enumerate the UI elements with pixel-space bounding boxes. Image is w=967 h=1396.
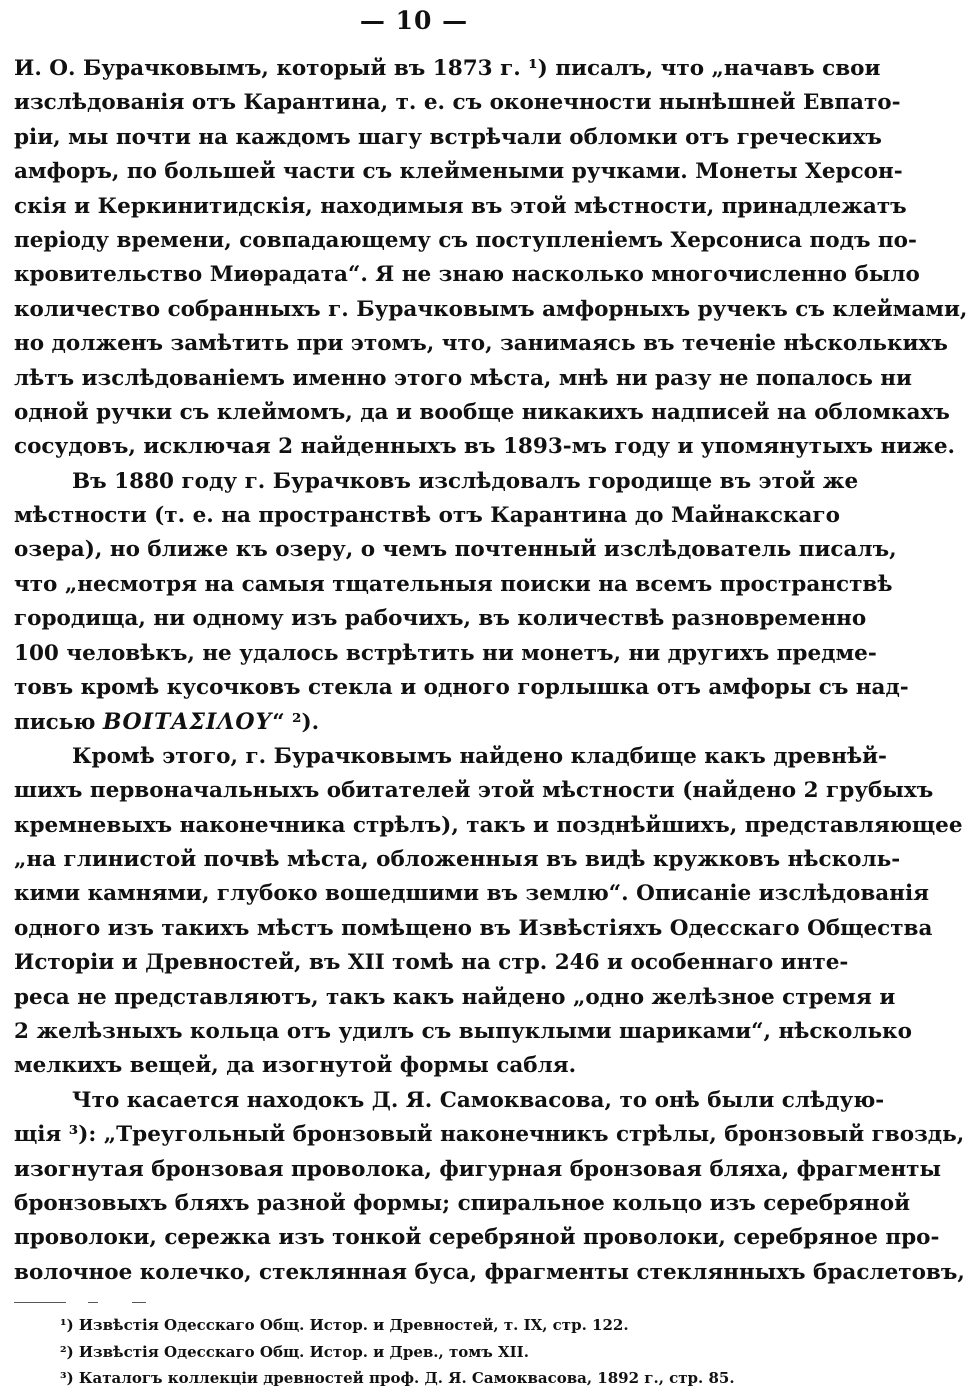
- text-line: сосудовъ, исключая 2 найденныхъ въ 1893-мъ году и упомянутыхъ ниже.: [14, 434, 956, 460]
- text-line: количество собранныхъ г. Бурачковымъ амфорныхъ ручекъ съ клеймами,: [14, 296, 967, 322]
- text-line: щія ³): „Треугольный бронзовый наконечникъ стрѣлы, бронзовый гвоздь,: [14, 1122, 965, 1148]
- text-line: Исторіи и Древностей, въ XII томѣ на стр. 246 и особеннаго инте-: [14, 950, 849, 976]
- text-line: проволоки, сережка изъ тонкой серебряной проволоки, серебряное про-: [14, 1225, 940, 1251]
- body-text: [14, 52, 967, 1290]
- text-line: амфоръ, по большей части съ клеймеными ручками. Монеты Херсон-: [14, 159, 903, 185]
- text-line: [14, 705, 815, 739]
- text-line: шихъ первоначальныхъ обитателей этой мѣстности (найдено 2 грубыхъ: [14, 778, 934, 804]
- text-line: мелкихъ вещей, да изогнутой формы сабля.: [14, 1053, 577, 1079]
- text-line: Въ 1880 году г. Бурачковъ изслѣдовалъ городище въ этой же: [72, 468, 859, 494]
- text-fragment: “ ²).: [272, 710, 320, 736]
- text-line: Что касается находокъ Д. Я. Самоквасова, то онѣ были слѣдую-: [72, 1087, 885, 1113]
- text-line: но долженъ замѣтить при этомъ, что, занимаясь въ теченіе нѣсколькихъ: [14, 331, 948, 357]
- greek-inscription: ΒΟΙΤΑΣΙΛΟΥ: [102, 709, 273, 736]
- text-line: „на глинистой почвѣ мѣста, обложенныя въ видѣ кружковъ нѣсколь-: [14, 846, 901, 872]
- footnote: ³) Каталогъ коллекціи древностей проф. Д. Я. Самоквасова, 1892 г., стр. 85.: [60, 1369, 735, 1387]
- text-line: періоду времени, совпадающему съ поступленіемъ Херсониса подъ по-: [14, 227, 917, 253]
- text-line: И. О. Бурачковымъ, который въ 1873 г. ¹) писалъ, что „начавъ свои: [14, 56, 881, 81]
- text-line: изслѣдованія отъ Карантина, т. е. съ оконечности нынѣшней Евпато-: [14, 90, 901, 116]
- text-line: лѣтъ изслѣдованіемъ именно этого мѣста, мнѣ ни разу не попалось ни: [14, 365, 912, 391]
- text-line: 2 желѣзныхъ кольца отъ удилъ съ выпуклыми шариками“, нѣсколько: [14, 1018, 912, 1044]
- footnote: ¹) Извѣстія Одесскаго Общ. Истор. и Древностей, т. IX, стр. 122.: [60, 1316, 629, 1334]
- text-line: мѣстности (т. е. на пространствѣ отъ Карантина до Майнакскаго: [14, 503, 840, 529]
- text-line: реса не представляютъ, такъ какъ найдено „одно желѣзное стремя и: [14, 984, 896, 1010]
- text-line: волочное колечко, стеклянная буса, фрагменты стеклянныхъ браслетовъ,: [14, 1259, 965, 1285]
- text-line: бронзовыхъ бляхъ разной формы; спиральное кольцо изъ серебряной: [14, 1190, 911, 1216]
- text-fragment: писью: [14, 710, 96, 736]
- text-line: кровительство Миѳрадата“. Я не знаю насколько многочисленно было: [14, 262, 920, 288]
- page-number: — 10 —: [359, 6, 469, 35]
- text-line: одной ручки съ клеймомъ, да и вообще никакихъ надписей на обломкахъ: [14, 399, 950, 425]
- text-line: озера), но ближе къ озеру, о чемъ почтенный изслѣдователь писалъ,: [14, 537, 897, 563]
- text-line: что „несмотря на самыя тщательныя поиски на всемъ пространствѣ: [14, 571, 893, 597]
- text-line: кремневыхъ наконечника стрѣлъ), такъ и позднѣйшихъ, представляющее: [14, 812, 963, 838]
- text-line: одного изъ такихъ мѣстъ помѣщено въ Извѣстіяхъ Одесскаго Общества: [14, 915, 933, 941]
- text-line: 100 человѣкъ, не удалось встрѣтить ни монетъ, ни другихъ предме-: [14, 640, 877, 666]
- text-line: городища, ни одному изъ рабочихъ, въ количествѣ разновременно: [14, 606, 867, 632]
- footnotes: [60, 1312, 820, 1392]
- footnote: ²) Извѣстія Одесскаго Общ. Истор. и Древ., томъ XII.: [60, 1342, 529, 1361]
- text-line: скія и Керкинитидскія, находимыя въ этой мѣстности, принадлежатъ: [14, 193, 907, 219]
- text-line: товъ кромѣ кусочковъ стекла и одного горлышка отъ амфоры съ над-: [14, 675, 909, 701]
- footnote-rule: [14, 1297, 164, 1309]
- text-line: Кромѣ этого, г. Бурачковымъ найдено кладбище какъ древнѣй-: [72, 743, 887, 769]
- text-line: изогнутая бронзовая проволока, фигурная бронзовая бляха, фрагменты: [14, 1156, 942, 1182]
- text-line: кими камнями, глубоко вошедшими въ землю“. Описаніе изслѣдованія: [14, 881, 930, 907]
- text-line: ріи, мы почти на каждомъ шагу встрѣчали обломки отъ греческихъ: [14, 124, 882, 150]
